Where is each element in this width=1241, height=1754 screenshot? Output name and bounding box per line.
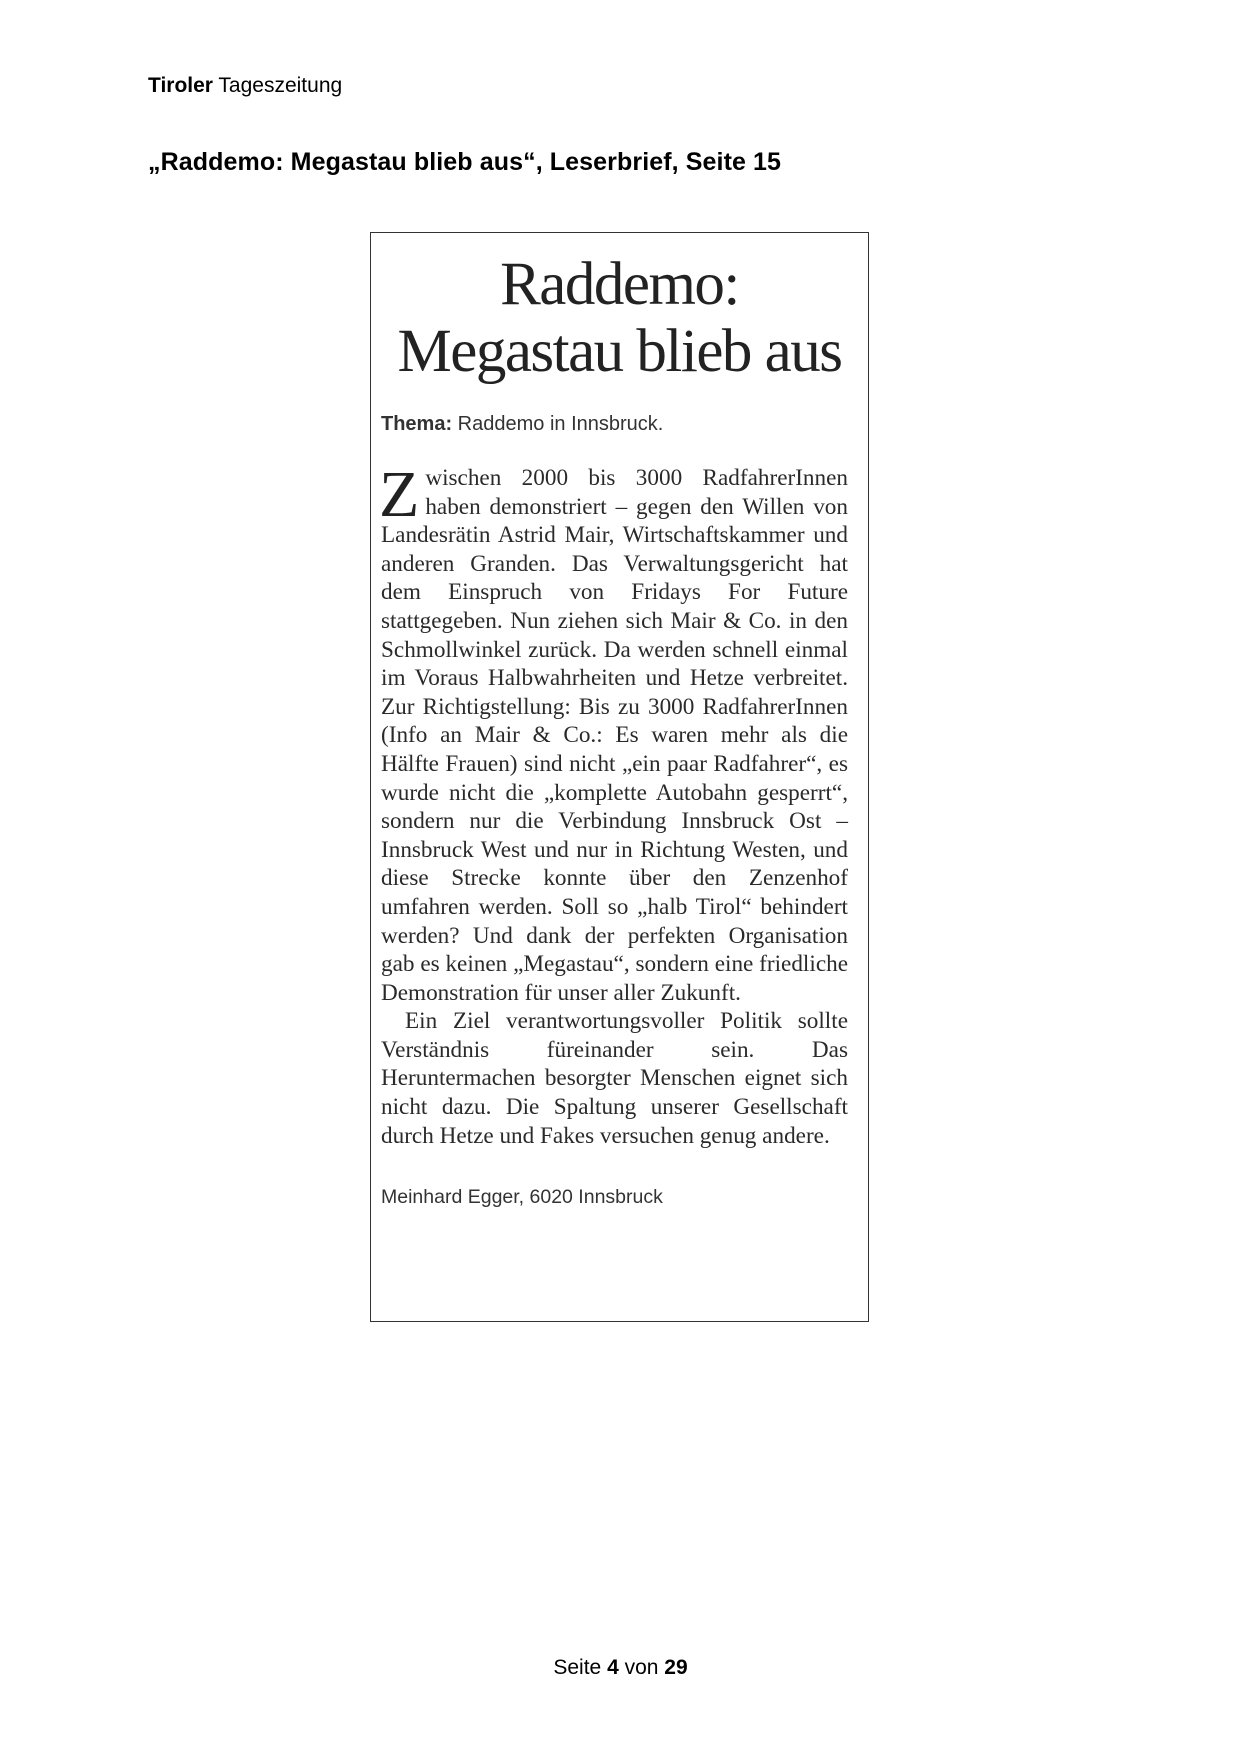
article-author: Meinhard Egger, 6020 Innsbruck <box>381 1186 663 1209</box>
publication-name-regular: Tageszeitung <box>212 74 343 97</box>
topic-label: Thema: <box>381 413 453 435</box>
article-clipping <box>370 232 869 1322</box>
publication-name-bold: Tiroler <box>148 74 213 97</box>
drop-cap: Z <box>379 458 420 531</box>
page-number <box>0 1656 1241 1680</box>
paragraph-1 <box>379 458 848 1007</box>
page-total: 29 <box>664 1656 688 1679</box>
article-headline <box>371 251 868 385</box>
article-topic <box>381 413 868 436</box>
page-current: 4 <box>607 1656 619 1679</box>
page-prefix: Seite <box>553 1656 608 1679</box>
topic-text: Raddemo in Innsbruck. <box>452 413 664 435</box>
document-title: „Raddemo: Megastau blieb aus“, Leserbrief, Seite 15 <box>148 148 782 176</box>
article-body <box>379 458 848 1150</box>
headline-line-1: Raddemo: <box>500 251 739 318</box>
paragraph-2: Ein Ziel verantwortungsvoller Politik sollte Verständnis füreinander sein. Das Heruntermachen besorgter Menschen eignet sich nicht dazu. Die Spaltung unserer Gesellschaft durch Hetze und Fakes versuchen genug andere. <box>381 1008 848 1149</box>
publication-name <box>148 74 342 98</box>
paragraph-1-text: wischen 2000 bis 3000 RadfahrerInnen haben demonstriert – gegen den Willen von Landesrätin Astrid Mair, Wirtschaftskammer und anderen Granden. Das Verwaltungsgericht hat dem Einspruch von Fridays For Future stattgegeben. Nun ziehen sich Mair & Co. in den Schmollwinkel zurück. Da werden schnell einmal im Voraus Halbwahrheiten und Hetze verbreitet. Zur Richtigstellung: Bis zu 3000 RadfahrerInnen (Info an Mair & Co.: Es waren mehr als die Hälfte Frauen) sind nicht „ein paar Radfahrer“, es wurde nicht die „komplette Autobahn gesperrt“, sondern nur die Verbindung Innsbruck Ost – Innsbruck West und nur in Richtung Westen, und diese Strecke konnte über den Zenzenhof umfahren werden. Soll so „halb Tirol“ behindert werden? Und dank der perfekten Organisation gab es keinen „Megastau“, sondern eine friedliche Demonstration für unser aller Zukunft. <box>381 465 848 1006</box>
headline-line-2: Megastau blieb aus <box>397 318 842 385</box>
page-middle: von <box>618 1656 665 1679</box>
